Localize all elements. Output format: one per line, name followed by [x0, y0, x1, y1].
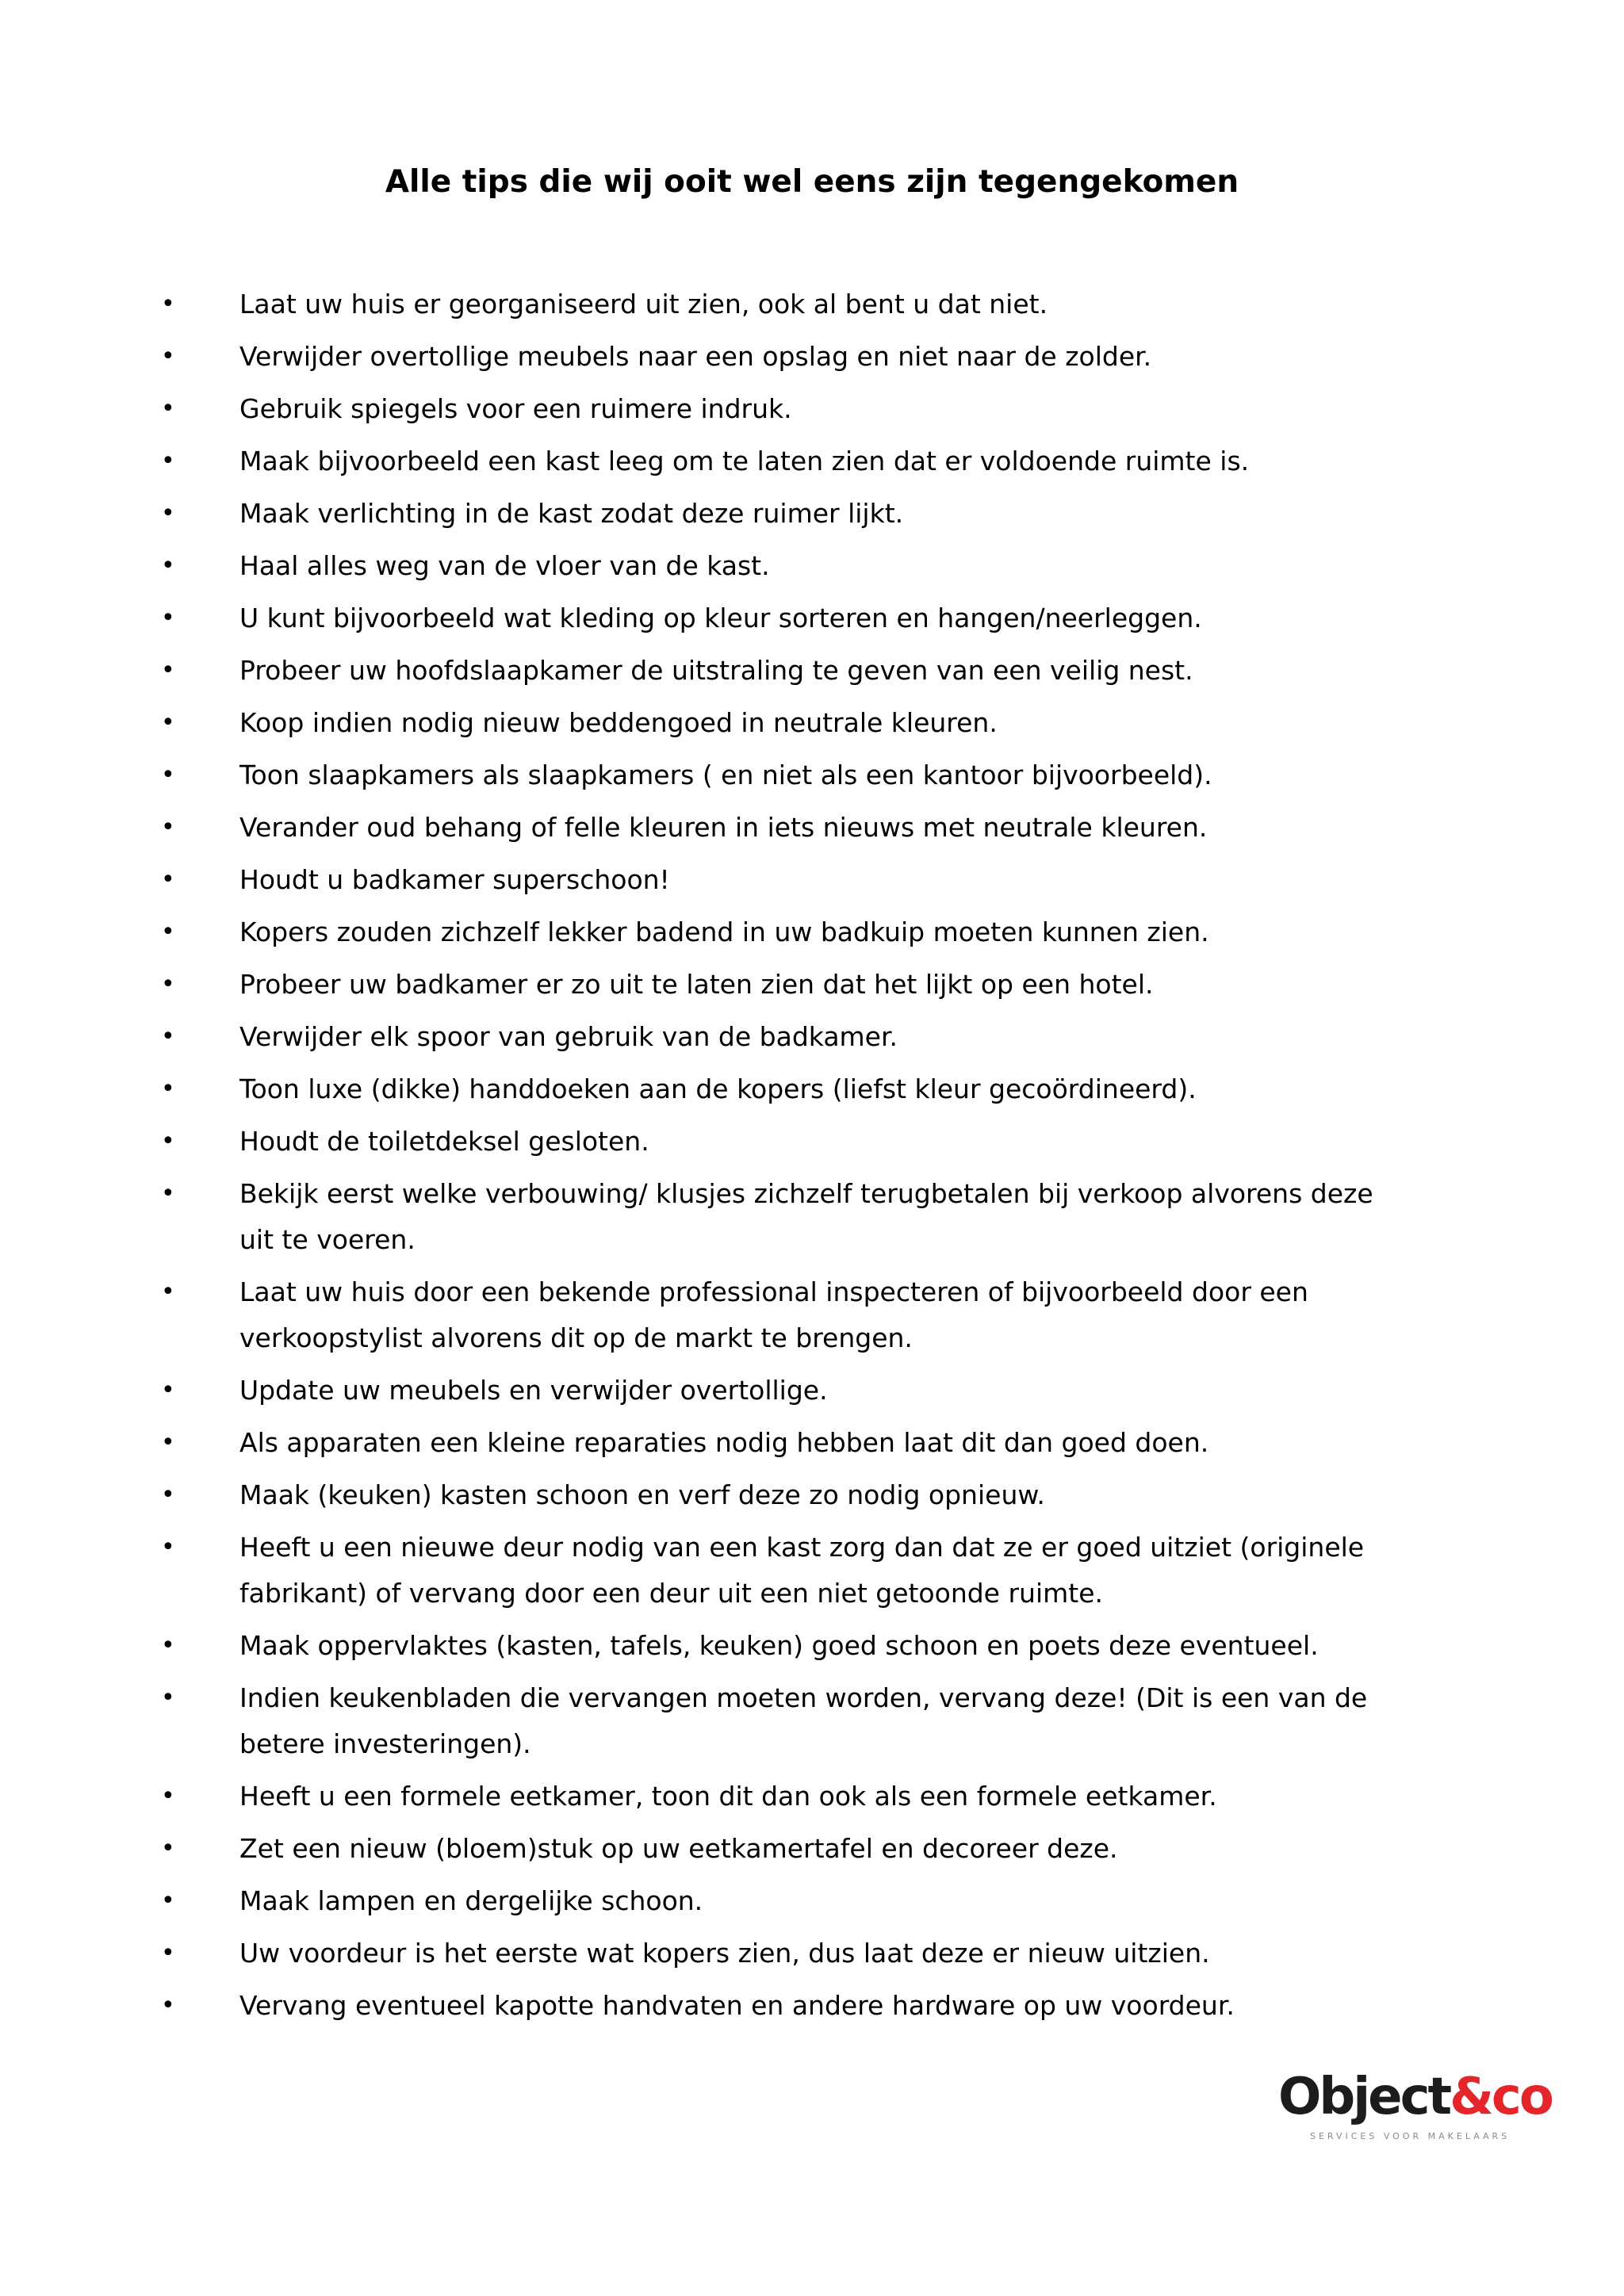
bullet-icon: •	[161, 604, 175, 632]
bullet-icon: •	[161, 1782, 175, 1810]
list-item	[0, 1623, 1624, 1669]
tip-text: Maak bijvoorbeeld een kast leeg om te laten zien dat er voldoende ruimte is.	[239, 446, 1250, 476]
logo-wordmark	[1278, 2065, 1552, 2129]
logo-word-object: Object	[1278, 2068, 1450, 2126]
tip-text: Kopers zouden zichzelf lekker badend in uw badkuip moeten kunnen zien.	[239, 916, 1209, 947]
tip-text: Verwijder overtollige meubels naar een opslag en niet naar de zolder.	[239, 341, 1152, 372]
bullet-icon: •	[161, 1684, 175, 1712]
bullet-icon: •	[161, 1278, 175, 1306]
bullet-icon: •	[161, 1376, 175, 1404]
bullet-icon: •	[161, 499, 175, 527]
tip-text: Indien keukenbladen die vervangen moeten worden, vervang deze! (Dit is een van de betere investeringen).	[239, 1682, 1368, 1759]
list-item	[0, 1119, 1624, 1165]
list-item	[0, 334, 1624, 380]
list-item	[0, 1826, 1624, 1872]
bullet-icon: •	[161, 709, 175, 737]
list-item	[0, 909, 1624, 955]
list-item	[0, 1014, 1624, 1060]
list-item	[0, 1525, 1624, 1617]
tip-text: Koop indien nodig nieuw beddengoed in neutrale kleuren.	[239, 707, 998, 738]
bullet-icon: •	[161, 1075, 175, 1103]
tip-text: U kunt bijvoorbeeld wat kleding op kleur sorteren en hangen/neerleggen.	[239, 603, 1202, 633]
bullet-icon: •	[161, 813, 175, 841]
tip-text: Haal alles weg van de vloer van de kast.	[239, 550, 770, 581]
bullet-icon: •	[161, 1533, 175, 1561]
tip-text: Verander oud behang of felle kleuren in iets nieuws met neutrale kleuren.	[239, 812, 1208, 843]
list-item	[0, 1066, 1624, 1112]
bullet-icon: •	[161, 447, 175, 475]
tip-text: Maak verlichting in de kast zodat deze ruimer lijkt.	[239, 498, 904, 529]
logo-word-co: &co	[1450, 2068, 1552, 2126]
list-item	[0, 1675, 1624, 1767]
bullet-icon: •	[161, 866, 175, 894]
tip-text: Bekijk eerst welke verbouwing/ klusjes zichzelf terugbetalen bij verkoop alvorens deze uit te voeren.	[239, 1178, 1373, 1255]
tip-text: Heeft u een nieuwe deur nodig van een kast zorg dan dat ze er goed uitziet (originele fabrikant) of vervang door een deur uit een niet getoonde ruimte.	[239, 1532, 1365, 1609]
list-item	[0, 648, 1624, 694]
bullet-icon: •	[161, 1127, 175, 1155]
bullet-icon: •	[161, 290, 175, 318]
tip-text: Laat uw huis door een bekende professional inspecteren of bijvoorbeeld door een verkoopstylist alvorens dit op de markt te brengen.	[239, 1276, 1308, 1353]
tip-text: Laat uw huis er georganiseerd uit zien, ook al bent u dat niet.	[239, 289, 1048, 320]
page-title: Alle tips die wij ooit wel eens zijn tegengekomen	[385, 164, 1239, 200]
list-item	[0, 1269, 1624, 1361]
tip-text: Heeft u een formele eetkamer, toon dit dan ook als een formele eetkamer.	[239, 1781, 1217, 1812]
tip-text: Maak lampen en dergelijke schoon.	[239, 1885, 703, 1916]
list-item	[0, 281, 1624, 327]
tip-text: Als apparaten een kleine reparaties nodig hebben laat dit dan goed doen.	[239, 1427, 1209, 1458]
list-item	[0, 1420, 1624, 1466]
bullet-icon: •	[161, 1023, 175, 1050]
bullet-icon: •	[161, 1939, 175, 1967]
logo-tagline: SERVICES VOOR MAKELAARS	[1310, 2131, 1511, 2141]
list-item	[0, 1368, 1624, 1414]
bullet-icon: •	[161, 1992, 175, 2019]
tips-list	[0, 281, 1624, 2035]
bullet-icon: •	[161, 342, 175, 370]
tip-text: Zet een nieuw (bloem)stuk op uw eetkamertafel en decoreer deze.	[239, 1833, 1118, 1864]
tip-text: Maak (keuken) kasten schoon en verf deze zo nodig opnieuw.	[239, 1479, 1045, 1510]
bullet-icon: •	[161, 1887, 175, 1915]
bullet-icon: •	[161, 761, 175, 789]
list-item	[0, 1472, 1624, 1518]
list-item	[0, 805, 1624, 851]
list-item	[0, 543, 1624, 589]
list-item	[0, 1774, 1624, 1820]
tip-text: Gebruik spiegels voor een ruimere indruk.	[239, 393, 792, 424]
list-item	[0, 700, 1624, 746]
tip-text: Toon slaapkamers als slaapkamers ( en niet als een kantoor bijvoorbeeld).	[239, 760, 1212, 790]
bullet-icon: •	[161, 918, 175, 946]
bullet-icon: •	[161, 1481, 175, 1509]
bullet-icon: •	[161, 1180, 175, 1207]
bullet-icon: •	[161, 1632, 175, 1659]
tip-text: Vervang eventueel kapotte handvaten en andere hardware op uw voordeur.	[239, 1990, 1235, 2021]
list-item	[0, 1931, 1624, 1976]
list-item	[0, 386, 1624, 432]
tip-text: Houdt de toiletdeksel gesloten.	[239, 1126, 649, 1157]
company-logo	[1269, 2065, 1554, 2160]
bullet-icon: •	[161, 1429, 175, 1456]
list-item	[0, 1878, 1624, 1924]
tip-text: Maak oppervlaktes (kasten, tafels, keuken) goed schoon en poets deze eventueel.	[239, 1630, 1319, 1661]
list-item	[0, 1983, 1624, 2029]
tip-text: Probeer uw hoofdslaapkamer de uitstraling te geven van een veilig nest.	[239, 655, 1193, 686]
tip-text: Verwijder elk spoor van gebruik van de badkamer.	[239, 1021, 898, 1052]
tip-text: Probeer uw badkamer er zo uit te laten zien dat het lijkt op een hotel.	[239, 969, 1154, 1000]
tip-text: Update uw meubels en verwijder overtollige.	[239, 1375, 828, 1406]
bullet-icon: •	[161, 970, 175, 998]
list-item	[0, 857, 1624, 903]
list-item	[0, 595, 1624, 641]
bullet-icon: •	[161, 656, 175, 684]
tip-text: Houdt u badkamer superschoon!	[239, 864, 670, 895]
tip-text: Uw voordeur is het eerste wat kopers zien, dus laat deze er nieuw uitzien.	[239, 1938, 1210, 1969]
bullet-icon: •	[161, 395, 175, 423]
list-item	[0, 962, 1624, 1008]
list-item	[0, 1171, 1624, 1263]
list-item	[0, 752, 1624, 798]
tip-text: Toon luxe (dikke) handdoeken aan de kopers (liefst kleur gecoördineerd).	[239, 1073, 1197, 1104]
list-item	[0, 491, 1624, 537]
bullet-icon: •	[161, 1835, 175, 1862]
list-item	[0, 438, 1624, 484]
bullet-icon: •	[161, 552, 175, 580]
